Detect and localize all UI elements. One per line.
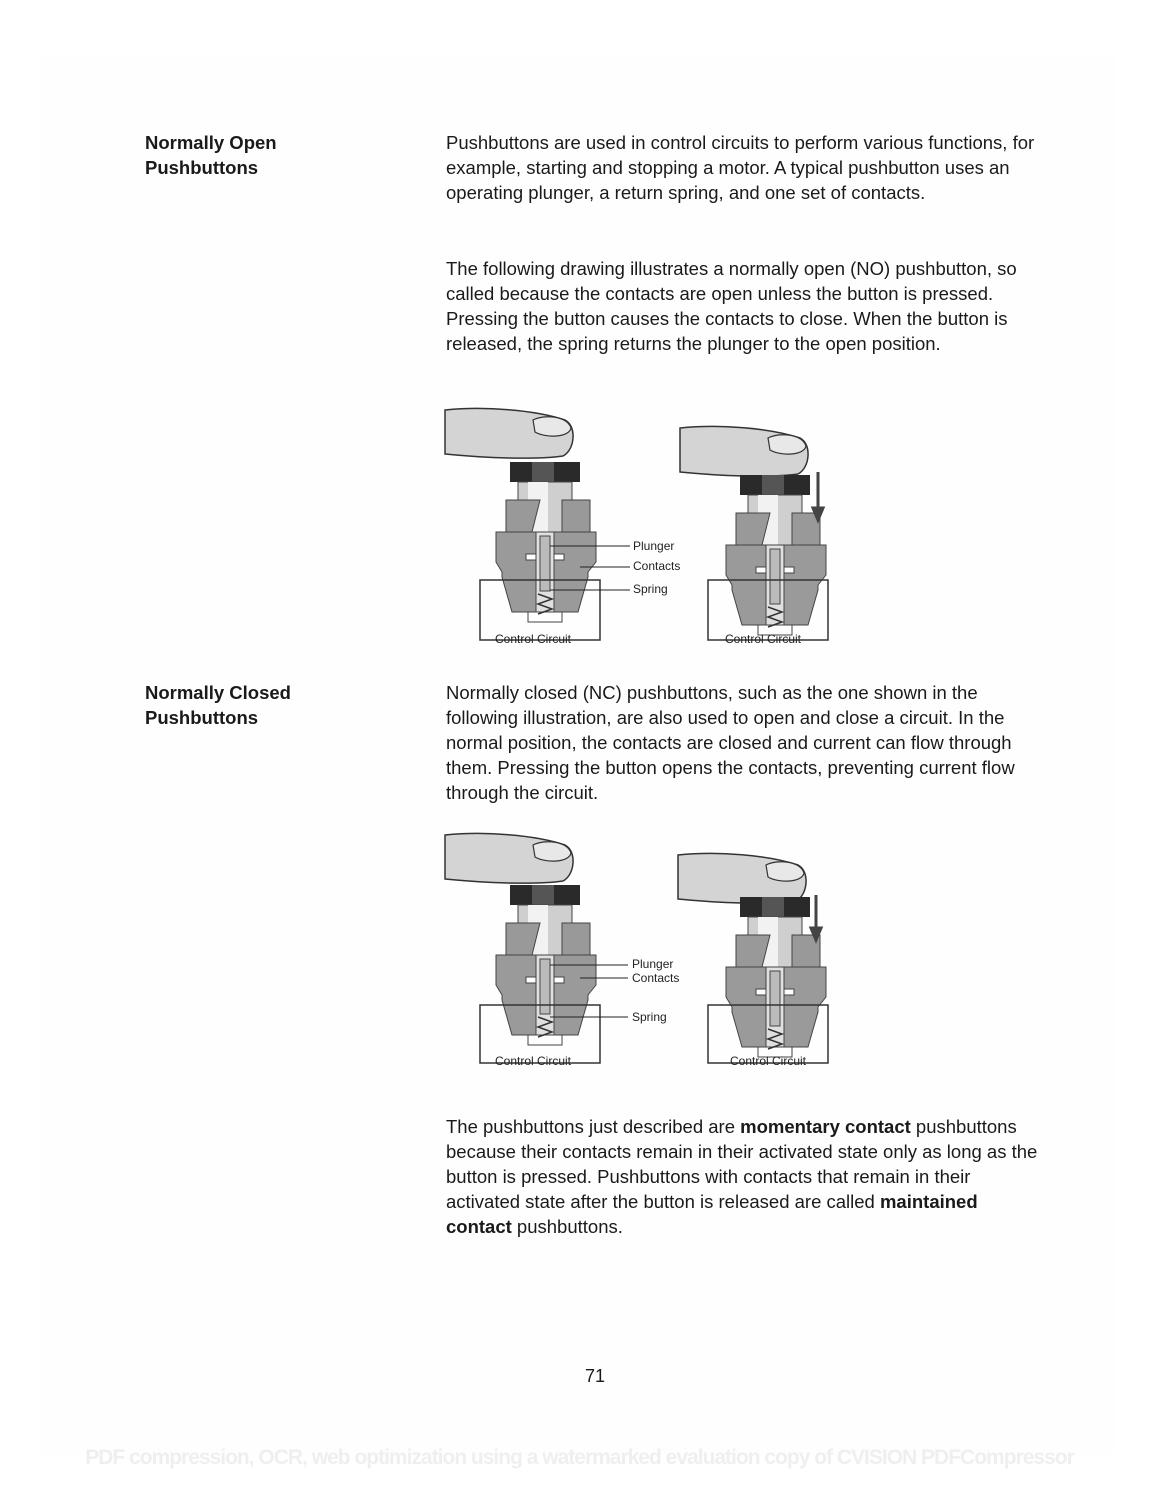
contacts-label: Contacts <box>633 559 681 573</box>
page-number: 71 <box>585 1366 606 1386</box>
pushbutton-pressed-illustration <box>726 897 826 1057</box>
finger-illustration <box>445 408 573 458</box>
normally-closed-pushbutton-figure <box>440 825 840 1075</box>
paragraph: Pushbuttons are used in control circuits to perform various functions, for example, starting and stopping a motor. A typical pushbutton uses an operating plunger, a return spring, and one set of contacts. <box>446 132 1035 203</box>
finger-illustration <box>680 426 808 476</box>
finger-illustration <box>445 833 573 883</box>
watermark: PDF compression, OCR, web optimization using a watermarked evaluation copy of CVISION PDFCompressor <box>85 1446 1074 1469</box>
heading-line: Pushbuttons <box>145 157 259 178</box>
contacts-label: Contacts <box>632 971 680 985</box>
section-heading-normally-closed <box>145 680 385 730</box>
closing-paragraph <box>446 1114 1046 1239</box>
plunger-label: Plunger <box>633 539 675 553</box>
spring-label: Spring <box>633 582 668 596</box>
term-momentary-contact: momentary contact <box>740 1116 911 1137</box>
control-circuit-label: Control Circuit <box>725 632 802 646</box>
finger-illustration <box>678 853 806 903</box>
paragraph: The following drawing illustrates a normally open (NO) pushbutton, so called because the contacts are open unless the button is pressed. Pressing the button causes the contacts to close. When the button is released, the spring returns the plunger to the open position. <box>446 258 1017 354</box>
heading-line: Normally Open <box>145 132 277 153</box>
spring-label: Spring <box>632 1010 667 1024</box>
text: The pushbuttons just described are <box>446 1116 741 1137</box>
text: pushbuttons. <box>511 1216 623 1237</box>
term-maintained-contact: maintained contact <box>446 1191 978 1237</box>
control-circuit-label: Control Circuit <box>495 632 572 646</box>
press-arrow-icon <box>811 895 821 940</box>
text: pushbuttons because their contacts remain in their activated state only as long as the button is pressed. Pushbuttons with contacts that remain in their activated state after the button is released are called <box>446 1116 1038 1212</box>
heading-line: Pushbuttons <box>145 707 259 728</box>
heading-line: Normally Closed <box>145 682 291 703</box>
control-circuit-label: Control Circuit <box>730 1054 807 1068</box>
pushbutton-pressed-illustration <box>726 475 826 635</box>
paragraph: Normally closed (NC) pushbuttons, such as the one shown in the following illustration, are also used to open and close a circuit. In the normal position, the contacts are closed and current can flow through them. Pressing the button opens the contacts, preventing current flow through the circuit. <box>446 682 1015 803</box>
control-circuit-label: Control Circuit <box>495 1054 572 1068</box>
pushbutton-released-illustration <box>496 462 596 622</box>
section-heading-normally-open <box>145 130 385 180</box>
plunger-label: Plunger <box>632 957 674 971</box>
press-arrow-icon <box>813 472 823 520</box>
normally-open-pushbutton-figure <box>440 400 840 650</box>
